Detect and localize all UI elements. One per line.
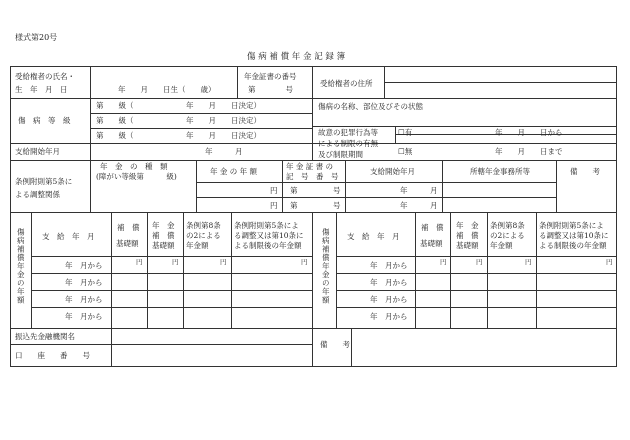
grade-date-3: 年 月 日決定） bbox=[186, 131, 261, 140]
yen-mark: 円 bbox=[606, 258, 613, 266]
address-label: 受給権者の住所 bbox=[320, 79, 373, 88]
annual-side-label: 傷病補償年金の年額 bbox=[16, 228, 26, 305]
col-art8-2: の2による bbox=[490, 231, 525, 240]
col-pension-base-1: 年 金 bbox=[456, 221, 479, 230]
payment-start-value: 年 月 bbox=[205, 147, 243, 156]
start-month: 月 bbox=[430, 186, 438, 195]
page-title: 傷 病 補 償 年 金 記 録 簿 bbox=[247, 52, 346, 62]
col-adj-2: る調整又は第10条に bbox=[539, 231, 609, 240]
col-remarks: 備 考 bbox=[570, 167, 600, 176]
start-year: 年 bbox=[400, 201, 408, 210]
yen-mark: 円 bbox=[525, 258, 532, 266]
period-row: 年 月から bbox=[370, 278, 408, 287]
start-year: 年 bbox=[400, 186, 408, 195]
yen-mark: 円 bbox=[301, 258, 308, 266]
col-base-1: 補 償 bbox=[421, 223, 444, 232]
col-start: 支給開始年月 bbox=[370, 167, 415, 176]
col-art8-3: 年金額 bbox=[490, 241, 513, 250]
period-row: 年 月から bbox=[370, 261, 408, 270]
account-number-label: 口 座 番 号 bbox=[15, 351, 90, 360]
injury-grade-label: 傷 病 等 級 bbox=[18, 116, 71, 125]
restriction-to: 年 月 日まで bbox=[495, 147, 563, 156]
col-art8-1: 条例第8条 bbox=[186, 221, 221, 230]
crime-label-1: 故意の犯罪行為等 bbox=[318, 128, 378, 137]
col-adj-1: 条例附則第5条によ bbox=[234, 221, 299, 230]
col-base-2: 基礎額 bbox=[116, 239, 139, 248]
col-pension-base-3: 基礎額 bbox=[456, 241, 479, 250]
col-adj-3: よる制限後の年金額 bbox=[234, 241, 302, 250]
col-adj-3: よる制限後の年金額 bbox=[539, 241, 607, 250]
col-cert-1: 年 金 証 書 の bbox=[286, 162, 334, 171]
restriction-from: 年 月 日から bbox=[495, 128, 563, 137]
col-pension-type-1: 年 金 の 種 類 bbox=[100, 162, 168, 171]
cert-dai: 第 bbox=[290, 186, 298, 195]
col-office: 所轄年金事務所等 bbox=[470, 167, 530, 176]
yen-mark: 円 bbox=[220, 258, 227, 266]
bottom-remarks-label: 備 考 bbox=[320, 340, 350, 349]
recipient-name-label: 受給権者の氏名・ bbox=[15, 72, 75, 81]
col-pension-base-2: 補 償 bbox=[152, 231, 175, 240]
adjustment-label-2: よる調整関係 bbox=[15, 190, 60, 199]
col-pension-base-3: 基礎額 bbox=[152, 241, 175, 250]
col-art8-3: 年金額 bbox=[186, 241, 209, 250]
period-row: 年 月から bbox=[65, 261, 103, 270]
period-row: 年 月から bbox=[370, 312, 408, 321]
yen-mark: 円 bbox=[440, 258, 447, 266]
col-pension-base-2: 補 償 bbox=[456, 231, 479, 240]
col-period: 支 給 年 月 bbox=[347, 232, 400, 241]
period-row: 年 月から bbox=[65, 295, 103, 304]
cert-go: 号 bbox=[333, 201, 341, 210]
yen-mark: 円 bbox=[172, 258, 179, 266]
cert-dai: 第 bbox=[290, 201, 298, 210]
start-month: 月 bbox=[430, 201, 438, 210]
cert-number-field: 第 号 bbox=[248, 85, 293, 94]
disease-label: 傷病の名称、部位及びその状態 bbox=[318, 102, 423, 111]
cert-go: 号 bbox=[333, 186, 341, 195]
crime-label-3: 及び制限期間 bbox=[318, 150, 363, 159]
col-base-2: 基礎額 bbox=[420, 239, 443, 248]
crime-label-2: による制限の有無 bbox=[318, 139, 378, 148]
col-cert-2: 記 号 番 号 bbox=[286, 172, 339, 181]
grade-date-1: 年 月 日決定） bbox=[186, 101, 261, 110]
form-number: 様式第20号 bbox=[15, 33, 58, 42]
col-period: 支 給 年 月 bbox=[42, 232, 95, 241]
period-row: 年 月から bbox=[65, 312, 103, 321]
yen-mark: 円 bbox=[476, 258, 483, 266]
cert-number-label: 年金証書の番号 bbox=[244, 72, 297, 81]
annual-side-label: 傷病補償年金の年額 bbox=[321, 228, 331, 305]
col-pension-amount: 年 金 の 年 額 bbox=[210, 167, 258, 176]
bank-name-label: 振込先金融機関名 bbox=[15, 332, 75, 341]
col-art8-2: の2による bbox=[186, 231, 221, 240]
adjustment-label-1: 条例附則第5条に bbox=[15, 177, 73, 186]
yen-mark: 円 bbox=[136, 258, 143, 266]
form-table bbox=[10, 66, 617, 367]
amount-yen: 円 bbox=[270, 201, 278, 210]
col-base-1: 補 償 bbox=[117, 223, 140, 232]
period-row: 年 月から bbox=[370, 295, 408, 304]
col-pension-type-2: (障がい等級第 級) bbox=[96, 172, 177, 181]
recipient-birth-label: 生 年 月 日 bbox=[15, 85, 68, 94]
period-row: 年 月から bbox=[65, 278, 103, 287]
grade-date-2: 年 月 日決定） bbox=[186, 116, 261, 125]
restriction-yes-checkbox[interactable]: ☐有 bbox=[398, 128, 413, 137]
restriction-no-checkbox[interactable]: ☐無 bbox=[398, 147, 413, 156]
col-art8-1: 条例第8条 bbox=[490, 221, 525, 230]
col-adj-1: 条例附則第5条によ bbox=[539, 221, 604, 230]
birth-date-field: 年 月 日生（ 歳） bbox=[118, 85, 216, 94]
grade-row-3: 第 級（ bbox=[96, 131, 134, 140]
col-pension-base-1: 年 金 bbox=[152, 221, 175, 230]
grade-row-1: 第 級（ bbox=[96, 101, 134, 110]
payment-start-label: 支給開始年月 bbox=[15, 147, 60, 156]
amount-yen: 円 bbox=[270, 186, 278, 195]
col-adj-2: る調整又は第10条に bbox=[234, 231, 304, 240]
grade-row-2: 第 級（ bbox=[96, 116, 134, 125]
